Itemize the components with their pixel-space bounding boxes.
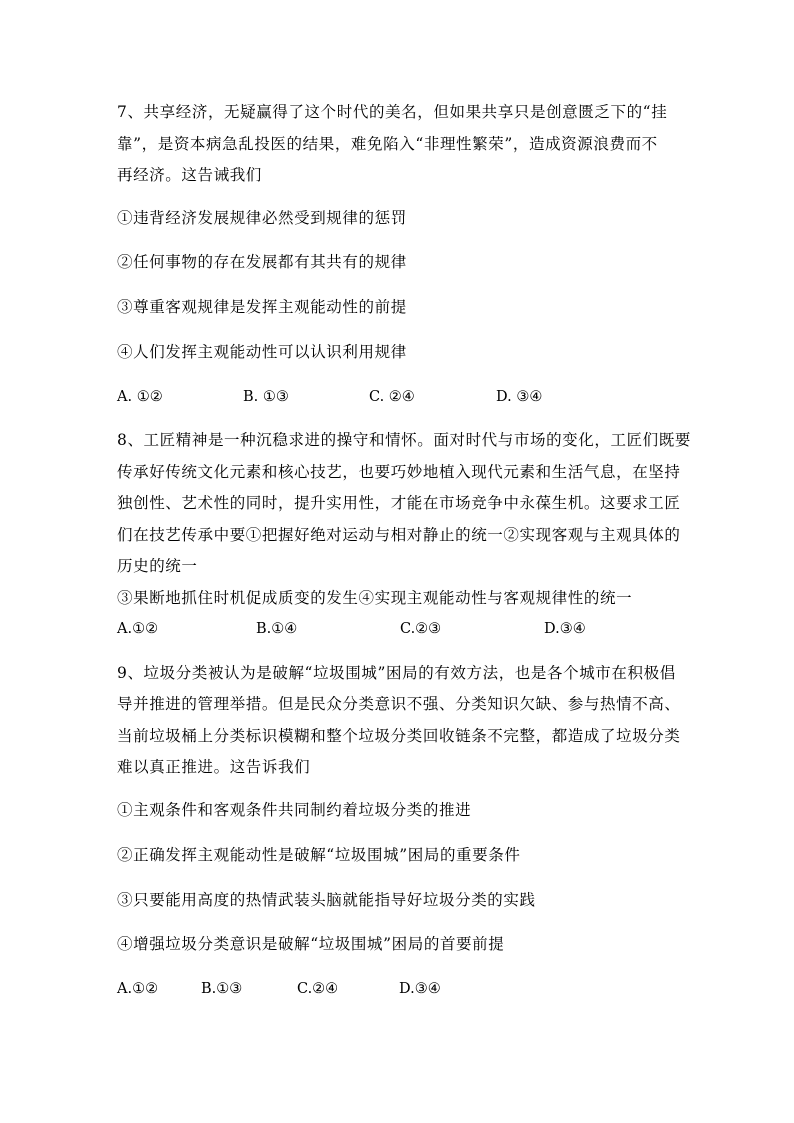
- q9-option-c[interactable]: C.②④: [297, 981, 339, 997]
- q7-stem-line-3: 再经济。这告诫我们: [117, 166, 262, 184]
- q7-option-c[interactable]: C. ②④: [369, 389, 415, 405]
- q8-stem-line-5: 历史的统一: [117, 557, 198, 575]
- q7-statement-2: ②任何事物的存在发展都有其共有的规律: [117, 253, 407, 271]
- q7-stem-line-2: 靠”，是资本病急乱投医的结果，难免陷入“非理性繁荣”，造成资源浪费而不: [117, 135, 658, 153]
- q9-stem-line-4: 难以真正推进。这告诉我们: [117, 758, 311, 776]
- q8-options: [0, 618, 794, 640]
- q8-stem-line-3: 独创性、艺术性的同时，提升实用性，才能在市场竞争中永葆生机。这要求工匠: [117, 494, 681, 512]
- q8-option-c[interactable]: C.②③: [400, 621, 442, 637]
- q7-option-a[interactable]: A. ①②: [117, 389, 163, 405]
- q9-statement-2: ②正确发挥主观能动性是破解“垃圾围城”困局的重要条件: [117, 846, 521, 864]
- q9-stem-line-3: 当前垃圾桶上分类标识模糊和整个垃圾分类回收链条不完整，都造成了垃圾分类: [117, 727, 681, 745]
- q7-options: [0, 386, 794, 408]
- q8-option-d[interactable]: D.③④: [544, 621, 586, 637]
- q8-stem-line-6: ③果断地抓住时机促成质变的发生④实现主观能动性与客观规律性的统一: [117, 589, 633, 607]
- q7-statement-3: ③尊重客观规律是发挥主观能动性的前提: [117, 298, 407, 316]
- q8-stem-line-4: 们在技艺传承中要①把握好绝对运动与相对静止的统一②实现客观与主观具体的: [117, 526, 681, 544]
- q9-stem-line-2: 导并推进的管理举措。但是民众分类意识不强、分类知识欠缺、参与热情不高、: [117, 695, 681, 713]
- q8-stem-line-2: 传承好传统文化元素和核心技艺，也要巧妙地植入现代元素和生活气息，在坚持: [117, 463, 681, 481]
- q9-stem-line-1: 9、垃圾分类被认为是破解“垃圾围城”困局的有效方法，也是各个城市在积极倡: [117, 664, 676, 682]
- q7-statement-1: ①违背经济发展规律必然受到规律的惩罚: [117, 209, 407, 227]
- q9-option-d[interactable]: D.③④: [399, 981, 441, 997]
- q9-option-b[interactable]: B.①③: [201, 981, 243, 997]
- q7-option-b[interactable]: B. ①③: [243, 389, 289, 405]
- q8-option-b[interactable]: B.①④: [256, 621, 298, 637]
- q8-option-a[interactable]: A.①②: [117, 621, 159, 637]
- q9-statement-4: ④增强垃圾分类意识是破解“垃圾围城”困局的首要前提: [117, 935, 505, 953]
- q8-stem-line-1: 8、工匠精神是一种沉稳求进的操守和情怀。面对时代与市场的变化，工匠们既要: [117, 431, 691, 449]
- q9-statement-3: ③只要能用高度的热情武装头脑就能指导好垃圾分类的实践: [117, 891, 536, 909]
- q9-options: [0, 978, 794, 1000]
- q7-statement-4: ④人们发挥主观能动性可以认识利用规律: [117, 343, 407, 361]
- q9-statement-1: ①主观条件和客观条件共同制约着垃圾分类的推进: [117, 801, 472, 819]
- q7-stem-line-1: 7、共享经济，无疑赢得了这个时代的美名，但如果共享只是创意匮乏下的“挂: [117, 103, 668, 121]
- q7-option-d[interactable]: D. ③④: [496, 389, 543, 405]
- q9-option-a[interactable]: A.①②: [117, 981, 159, 997]
